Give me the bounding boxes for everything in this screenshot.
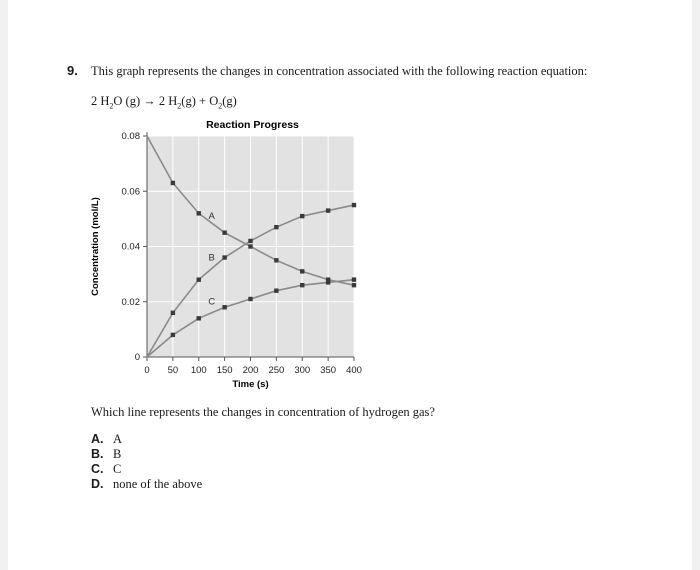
- choice-d[interactable]: D. none of the above: [91, 477, 203, 491]
- series-marker-c: [197, 316, 201, 320]
- series-marker-b: [300, 214, 304, 218]
- x-tick-label: 400: [346, 365, 362, 376]
- series-marker-b: [274, 225, 278, 229]
- series-marker-c: [274, 289, 278, 293]
- x-tick-label: 100: [190, 365, 207, 376]
- x-tick-label: 50: [167, 365, 179, 376]
- series-marker-b: [171, 311, 175, 315]
- series-label-b: B: [208, 252, 215, 264]
- y-tick-label: 0: [134, 352, 140, 363]
- series-marker-c: [222, 305, 226, 309]
- series-marker-c: [352, 277, 356, 281]
- y-tick-label: 0.04: [121, 241, 140, 253]
- series-marker-b: [326, 208, 330, 212]
- x-axis-label: Time (s): [232, 379, 269, 390]
- choice-b[interactable]: B. B: [91, 447, 122, 461]
- choice-c[interactable]: C. C: [91, 462, 122, 476]
- series-label-c: C: [208, 296, 216, 308]
- series-marker-a: [248, 244, 252, 248]
- y-tick-label: 0.08: [121, 131, 140, 142]
- series-marker-a: [352, 283, 356, 287]
- series-marker-a: [300, 269, 304, 273]
- series-marker-b: [352, 203, 356, 207]
- series-marker-a: [274, 258, 278, 262]
- x-tick-label: 0: [144, 365, 150, 376]
- y-tick-label: 0.02: [121, 296, 140, 308]
- question-number: 9.: [67, 63, 78, 78]
- series-label-a: A: [208, 210, 215, 222]
- x-tick-label: 300: [294, 365, 311, 376]
- series-marker-a: [197, 211, 201, 215]
- series-marker-c: [300, 283, 304, 287]
- question-text: This graph represents the changes in concentration associated with the following reaction equation:: [91, 64, 588, 78]
- x-tick-label: 350: [320, 365, 337, 376]
- series-marker-c: [171, 333, 175, 337]
- series-marker-c: [326, 280, 330, 284]
- series-marker-a: [171, 181, 175, 185]
- y-axis-label: Concentration (mol/L): [90, 197, 101, 296]
- answer-choices: [91, 432, 202, 492]
- arrow: →: [143, 94, 156, 108]
- reaction-equation: 2 $H_2O$ (g) → 2 $H_2(g) + O_2(g)$: [91, 94, 237, 111]
- series-marker-b: [222, 255, 226, 259]
- series-marker-b: [248, 239, 252, 243]
- series-marker-c: [248, 297, 252, 301]
- question-prompt: Which line represents the changes in concentration of hydrogen gas?: [91, 405, 435, 419]
- series-marker-b: [197, 277, 201, 281]
- y-tick-label: 0.06: [121, 186, 140, 198]
- x-tick-label: 250: [268, 365, 285, 376]
- series-marker-a: [222, 230, 226, 234]
- x-tick-label: 150: [216, 365, 233, 376]
- choice-a[interactable]: A. A: [91, 432, 123, 446]
- x-tick-label: 200: [242, 365, 259, 376]
- chart-title: Reaction Progress: [206, 119, 299, 131]
